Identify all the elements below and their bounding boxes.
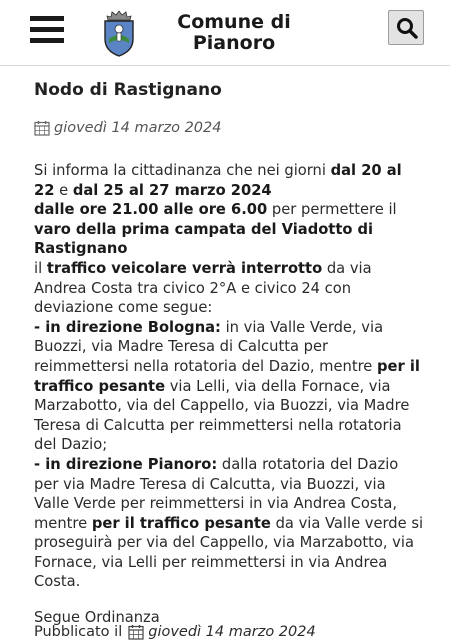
search-icon [396, 17, 418, 39]
published-date: giovedì 14 marzo 2024 [148, 624, 316, 640]
hamburger-menu-icon[interactable] [30, 16, 64, 42]
municipal-crest[interactable] [100, 9, 138, 57]
segue-ordinanza: Segue Ordinanza [34, 609, 160, 627]
calendar-icon [34, 120, 50, 136]
site-title-line-2: Pianoro [192, 32, 276, 54]
article [34, 80, 424, 626]
page-title: Nodo di Rastignano [34, 80, 222, 100]
article-date [34, 120, 424, 136]
site-title-line-1: Comune di [177, 11, 291, 33]
article-date-text: giovedì 14 marzo 2024 [54, 120, 222, 136]
search-button[interactable] [388, 10, 424, 45]
calendar-icon [128, 624, 144, 640]
published-label: Pubblicato il [34, 624, 123, 640]
site-title[interactable] [172, 12, 296, 54]
article-body [34, 161, 424, 592]
published-line [34, 624, 316, 640]
notice-paragraph: Si informa la cittadinanza che nei giorni dal 20 al 22 e dal 25 al 27 marzo 2024 dalle ore 21.00 alle ore 6.00 per permettere il varo della prima campata del Viadotto di Rastignano il traffico veicolare verrà interrotto da via Andrea Costa tra civico 2°A e civico 24 con deviazione come segue: - in direzione Bologna: in via Valle Verde, via Buozzi, via Madre Teresa di Calcutta per reimmettersi nella rotatoria del Dazio, mentre per il traffico pesante via Lelli, via della Fornace, via Marzabotto, via del Cappello, via Buozzi, via Madre Teresa di Calcutta per reimmettersi nella rotatoria del Dazio; - in direzione Pianoro: dalla rotatoria del Dazio per via Madre Teresa di Calcutta, via Buozzi, via Valle Verde per reimmettersi in via Andrea Costa, mentre per il traffico pesante da via Valle verde si proseguirà per via del Cappello, via Marzabotto, via Fornace, via Lelli per reimmettersi in via Andrea Costa. [34, 162, 424, 591]
site-header [0, 0, 450, 66]
